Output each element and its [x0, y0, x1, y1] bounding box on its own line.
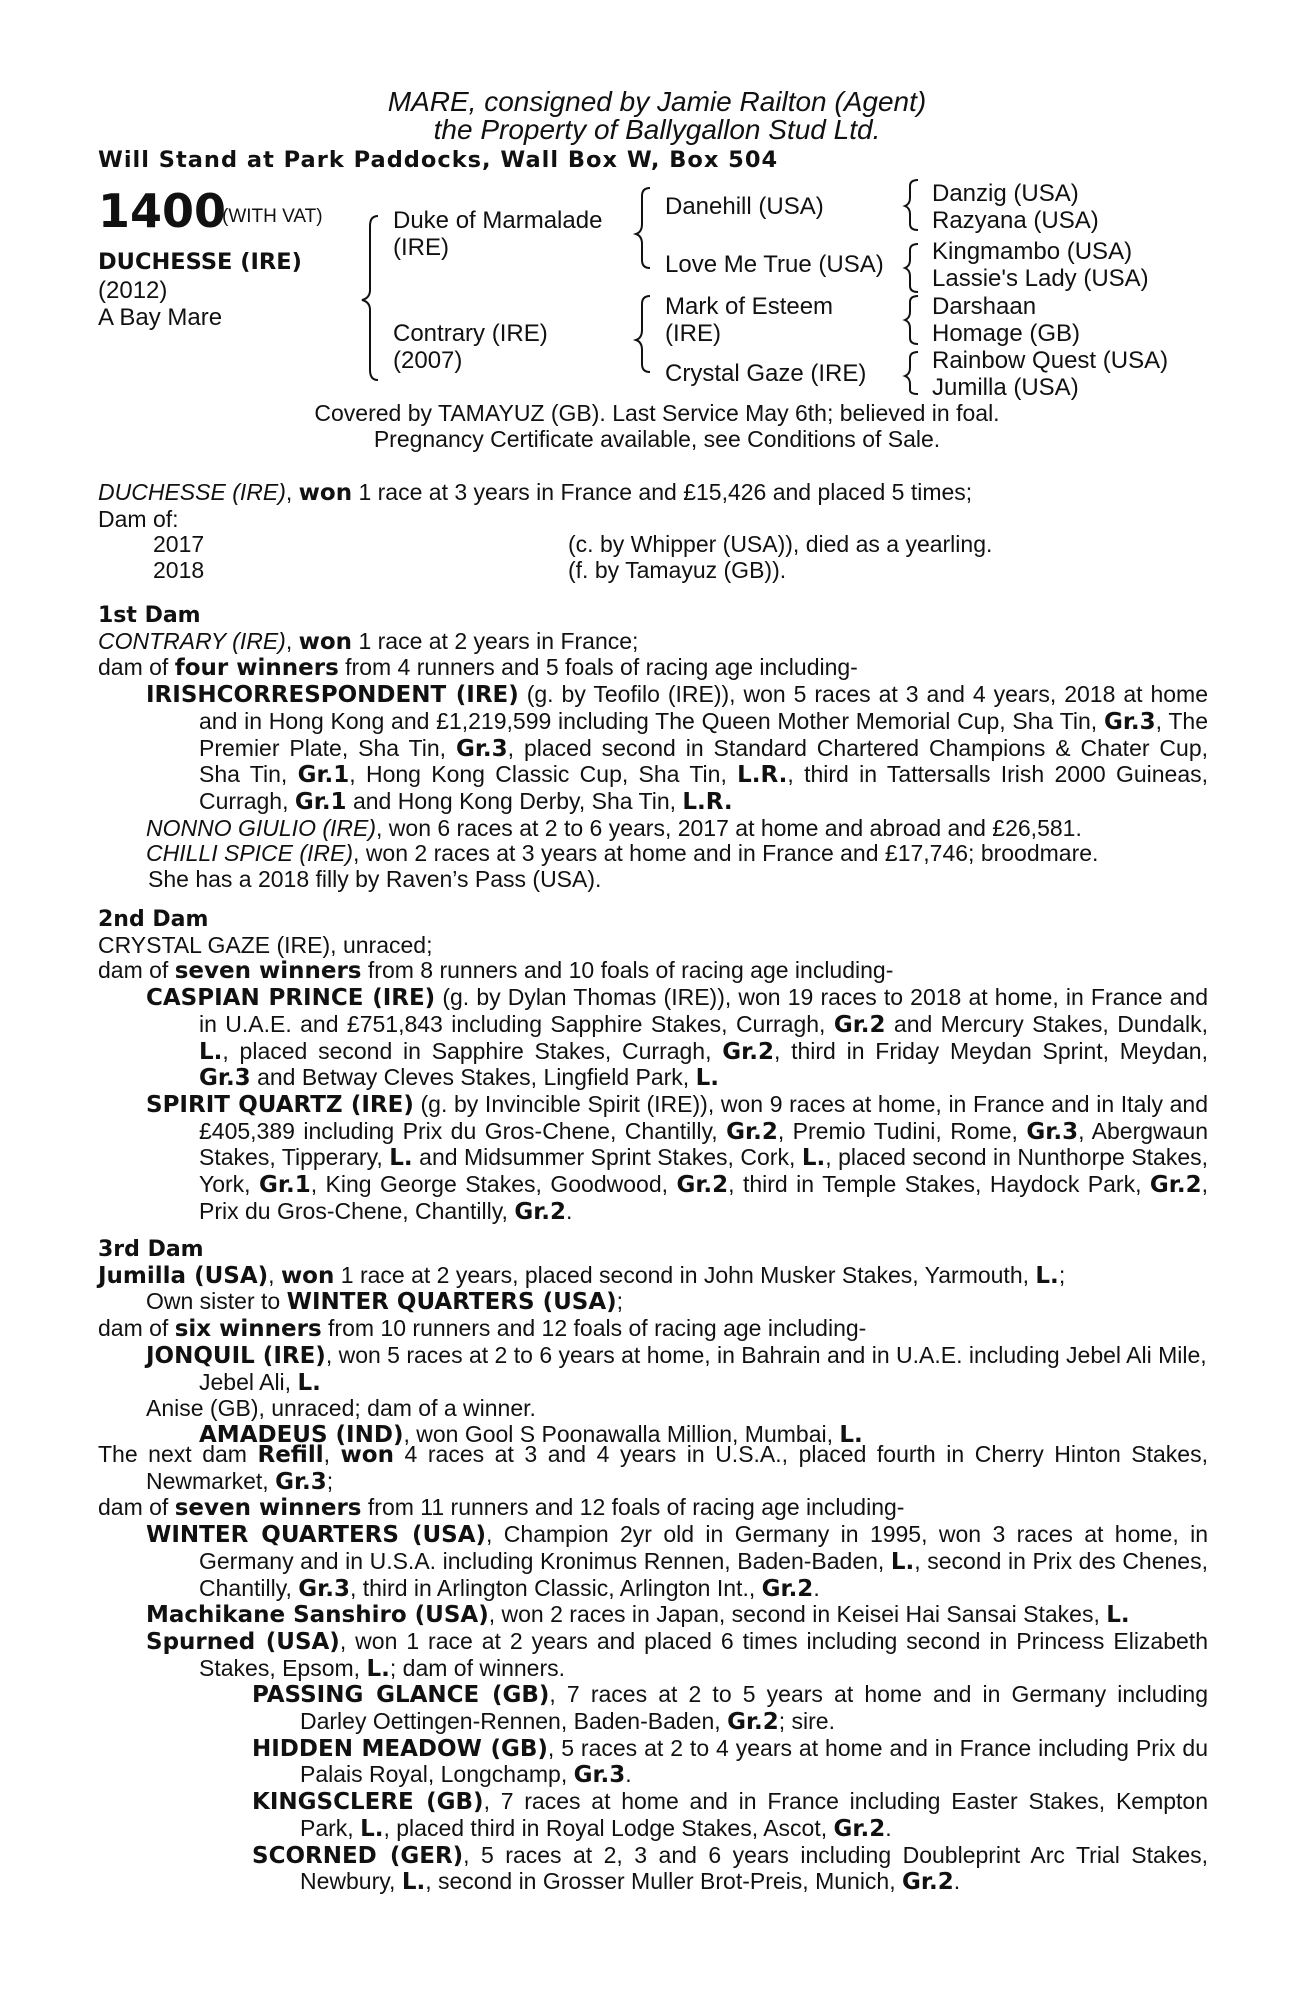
grade: L.: [801, 1145, 826, 1172]
progeny-text: , won Gool S Poonawalla Million, Mumbai,: [403, 1420, 834, 1447]
progeny-entry: [98, 816, 1208, 842]
progeny-name: SCORNED (GER): [252, 1842, 464, 1869]
grade: L.: [389, 1145, 413, 1172]
grade: L.: [297, 1369, 321, 1396]
third-dam-heading: 3rd Dam: [98, 1237, 204, 1262]
grade: Gr.2: [722, 1038, 774, 1065]
intro-name: DUCHESSE (IRE): [98, 479, 286, 505]
progeny-text: , Prix du Gros-Chene, Chantilly,: [199, 1171, 1208, 1224]
grand-progeny-entry: [98, 1682, 1208, 1735]
progeny-name: HIDDEN MEADOW (GB): [252, 1735, 548, 1762]
progeny-text: , 7 races at home and in France including Easter Stakes, Kempton Park,: [300, 1788, 1208, 1841]
progeny-name: WINTER QUARTERS (USA): [146, 1522, 487, 1549]
sds: Kingmambo (USA): [932, 238, 1133, 265]
consignor-line: MARE, consigned by Jamie Railton (Agent): [387, 86, 927, 117]
progeny-text: , won 6 races at 2 to 6 years, 2017 at home and abroad and £26,581.: [376, 814, 1082, 841]
dam-of-text: dam of: [98, 1494, 169, 1521]
dss: Darshaan: [932, 293, 1037, 320]
progeny-text: and Betway Cleves Stakes, Lingfield Park,: [257, 1064, 690, 1091]
first-dam-name: CONTRARY (IRE): [98, 627, 286, 654]
next-dam-block: The next dam Refill, won 4 races at 3 and 4 years in U.S.A., placed fourth in Cherry Hinton Stakes, Newmarket, Gr.3; dam of seven winners from 11 runners and 12 foals of racing age including- WINTER QUARTERS (USA), Champion 2yr old in Germany in 1995, won 3 races at home, in Germany and in U.S.A. including Kronimus Rennen, Baden-Baden, L., second in Prix des Chenes, Chantilly, Gr.3, third in Arlington Classic, Arlington Int., Gr.2. Machikane Sanshiro (USA), won 2 races in Japan, second in Keisei Hai Sansai Stakes, L. Spurned (USA), won 1 race at 2 years and placed 6 times including second in Princess Elizabeth Stakes, Epsom, L.; dam of winners. PASSING GLANCE (GB), 7 races at 2 to 5 years at home and in Germany including Darley Oettingen-Rennen, Baden-Baden, Gr.2; sire. HIDDEN MEADOW (GB), 5 races at 2 to 4 years at home and in France including Prix du Palais Royal, Longchamp, Gr.3. KINGSCLERE (GB), 7 races at home and in France including Easter Stakes, Kempton Park, L., placed third in Royal Lodge Stakes, Ascot, Gr.2. SCORNED (GER), 5 races at 2, 3 and 6 years including Doubleprint Arc Trial Stakes, Newbury, L., second in Grosser Muller Brot-Preis, Munich, Gr.2.: [98, 1441, 1209, 1896]
progeny-entry: [98, 1629, 1208, 1682]
second-dam-heading: 2nd Dam: [98, 907, 209, 932]
progeny-text: , placed third in Royal Lodge Stakes, Ascot,: [383, 1814, 828, 1841]
progeny-text: , Champion 2yr old in Germany in 1995, won 3 races at home, in Germany and in U.S.A. including Kronimus Rennen, Baden-Baden,: [199, 1521, 1208, 1574]
progeny-name: IRISHCORRESPONDENT (IRE): [146, 682, 519, 709]
progeny-text: , third in Arlington Classic, Arlington Int.,: [349, 1574, 756, 1601]
progeny-text: , Hong Kong Classic Cup, Sha Tin,: [349, 761, 727, 788]
progeny-name: PASSING GLANCE (GB): [252, 1682, 550, 1709]
progeny-text: , 7 races at 2 to 5 years at home and in Germany including Darley Oettingen-Rennen, Baden-Baden,: [300, 1681, 1209, 1735]
progeny-text: ; sire.: [778, 1708, 835, 1735]
winners-count: six winners: [174, 1316, 322, 1343]
grade: Gr.2: [902, 1869, 954, 1896]
progeny-text: , 5 races at 2, 3 and 6 years including Doubleprint Arc Trial Stakes, Newbury,: [300, 1841, 1209, 1895]
progeny-name: CASPIAN PRINCE (IRE): [146, 985, 436, 1012]
grade: Gr.2: [833, 1815, 886, 1842]
progeny-text: (g. by Teofilo (IRE)), won 5 races at 3 and 4 years, 2018 at home and in Hong Kong and £1,219,599 including The Queen Mother Memorial Cup, Sha Tin,: [199, 681, 1208, 734]
grade: Gr.2: [833, 1011, 886, 1038]
sire-country: (IRE): [393, 234, 449, 261]
progeny-text: , won 5 races at 2 to 6 years at home, in Bahrain and in U.A.E. including Jebel Ali Mile, Jebel Ali,: [199, 1341, 1207, 1395]
dam-of-text: dam of: [98, 654, 169, 681]
runners-text: from 8 runners and 10 foals of racing age including-: [367, 957, 894, 984]
vat-note: (WITH VAT): [222, 206, 323, 227]
progeny-text: , placed second in Sapphire Stakes, Curragh,: [222, 1037, 712, 1064]
grade: L.: [890, 1548, 915, 1575]
grade: Gr.1: [259, 1172, 311, 1199]
runners-text: from 4 runners and 5 foals of racing age including-: [345, 654, 858, 681]
progeny-text: , third in Tattersalls Irish 2000 Guineas, Curragh,: [199, 761, 1209, 814]
ddd: Jumilla (USA): [932, 374, 1079, 401]
runners-text: from 10 runners and 12 foals of racing age including-: [328, 1315, 867, 1342]
grade: Gr.3: [573, 1762, 626, 1789]
produce-detail: (f. by Tamayuz (GB)).: [568, 557, 787, 584]
dam-sire: Mark of Esteem: [665, 293, 834, 320]
progeny-text: , Abergwaun Stakes, Tipperary,: [199, 1117, 1209, 1171]
progeny-entry: [98, 1602, 1208, 1629]
grade: Gr.3: [455, 735, 508, 762]
dds: Rainbow Quest (USA): [932, 347, 1169, 374]
progeny-entry: WINTER QUARTERS (USA), Champion 2yr old in Germany in 1995, won 3 races at home, in Germany and in U.S.A. including Kronimus Rennen, Baden-Baden, L., second in Prix des Chenes, Chantilly, Gr.3, third in Arlington Classic, Arlington Int., Gr.2.: [146, 1521, 1208, 1602]
produce-year: 2017: [153, 531, 205, 558]
progeny-name: KINGSCLERE (GB): [252, 1789, 484, 1816]
winners-count: four winners: [174, 655, 339, 682]
progeny-name: NONNO GIULIO (IRE): [146, 814, 377, 841]
next-dam-record: 4 races at 3 and 4 years in U.S.A., placed fourth in Cherry Hinton Stakes, Newmarket,: [146, 1441, 1208, 1494]
sister-text: Own sister to: [146, 1288, 281, 1315]
second-dam-name: CRYSTAL GAZE (IRE), unraced;: [98, 931, 433, 958]
grade: Gr.2: [514, 1198, 566, 1225]
produce-detail: (c. by Whipper (USA)), died as a yearling.: [568, 531, 993, 558]
grade: L.: [199, 1038, 223, 1065]
dsd: Homage (GB): [932, 320, 1081, 347]
grade: Gr.2: [761, 1575, 814, 1602]
grade: Gr.1: [294, 788, 347, 815]
progeny-entry: [98, 1343, 1208, 1396]
grade: Gr.2: [1149, 1172, 1202, 1199]
grand-progeny-entry: HIDDEN MEADOW (GB), 5 races at 2 to 4 years at home and in France including Prix du Palais Royal, Longchamp, Gr.3.: [252, 1734, 1208, 1789]
progeny-entry: Anise (GB), unraced; dam of a winner.: [146, 1395, 536, 1422]
progeny-text: , second in Grosser Muller Brot-Preis, Munich,: [425, 1868, 896, 1895]
lot-number: 1400: [98, 184, 227, 238]
progeny-text: (g. by Dylan Thomas (IRE)), won 19 races to 2018 at home, in France and in U.A.E. and £751,843 including Sapphire Stakes, Curragh,: [199, 984, 1209, 1037]
first-dam-record: 1 race at 2 years in France;: [358, 627, 639, 654]
progeny-text: , won 2 races at 3 years at home and in France and £17,746; broodmare.: [353, 840, 1099, 867]
runners-text: from 11 runners and 12 foals of racing age including-: [367, 1494, 905, 1521]
dam-name: Contrary (IRE): [393, 320, 548, 347]
progeny-text: , placed second in Nunthorpe Stakes, York,: [199, 1144, 1209, 1198]
progeny-text: , placed second in Standard Chartered Champions & Chater Cup, Sha Tin,: [199, 734, 1209, 788]
intro-block: DUCHESSE (IRE), won 1 race at 3 years in France and £15,426 and placed 5 times; Dam of: 2017 (c. by Whipper (USA)), died as a yearling. 2018 (f. by Tamayuz (GB)).: [98, 480, 1208, 584]
grade: L.: [366, 1655, 390, 1682]
progeny-text: , Premio Tudini, Rome,: [777, 1117, 1018, 1144]
dam-year: (2007): [393, 347, 463, 374]
grade: Gr.3: [1103, 708, 1156, 735]
property-line: the Property of Ballygallon Stud Ltd.: [433, 114, 881, 145]
progeny-text: , King George Stakes, Goodwood,: [310, 1171, 668, 1198]
winners-count: seven winners: [174, 1495, 362, 1522]
progeny-entry: [98, 682, 1208, 816]
progeny-text: and Hong Kong Derby, Sha Tin,: [352, 787, 677, 814]
progeny-text: , second in Prix des Chenes, Chantilly,: [199, 1547, 1208, 1601]
progeny-note: She has a 2018 filly by Raven’s Pass (USA).: [148, 866, 602, 893]
grade: L.: [695, 1065, 719, 1092]
grade: L.: [360, 1815, 384, 1842]
horse-desc: A Bay Mare: [98, 304, 223, 331]
horse-year: (2012): [98, 277, 168, 304]
progeny-text: ; dam of winners.: [389, 1654, 566, 1681]
progeny-name: Machikane Sanshiro (USA): [146, 1602, 489, 1629]
grade: L.: [839, 1421, 863, 1448]
dam-dam: Crystal Gaze (IRE): [665, 360, 867, 387]
grade: Gr.3: [275, 1468, 327, 1495]
progeny-name: Spurned (USA): [146, 1628, 340, 1655]
sire-sire: Danehill (USA): [665, 193, 824, 220]
grade: L.: [1035, 1262, 1059, 1289]
progeny-name: CHILLI SPICE (IRE): [146, 840, 354, 867]
grand-progeny-entry: KINGSCLERE (GB), 7 races at home and in France including Easter Stakes, Kempton Park, L., placed third in Royal Lodge Stakes, Ascot, Gr.2.: [252, 1788, 1208, 1842]
horse-name: DUCHESSE (IRE): [98, 249, 302, 275]
sss: Danzig (USA): [932, 180, 1079, 207]
sire-name: Duke of Marmalade: [393, 207, 603, 234]
pedigree-braces: [0, 0, 1314, 400]
progeny-text: , The Premier Plate, Sha Tin,: [199, 707, 1209, 761]
progeny-text: , won 2 races in Japan, second in Keisei Hai Sansai Stakes,: [488, 1601, 1100, 1628]
dam-of-label: Dam of:: [98, 505, 179, 532]
progeny-text: (g. by Invincible Spirit (IRE)), won 9 races at home, in France and in Italy and £405,389 including Prix du Gros-Chene, Chantilly,: [199, 1090, 1208, 1144]
produce-year: 2018: [153, 557, 205, 584]
grade: Gr.2: [727, 1709, 779, 1736]
progeny-text: , 5 races at 2 to 4 years at home and in France including Prix du Palais Royal, Longchamp,: [300, 1734, 1208, 1788]
intro-won: won: [298, 480, 353, 506]
winners-count: seven winners: [174, 958, 362, 985]
third-dam-name: Jumilla (USA): [98, 1262, 269, 1289]
grade: L.: [1106, 1602, 1130, 1629]
progeny-text: , won 1 race at 2 years and placed 6 times including second in Princess Elizabeth Stakes, Epsom,: [199, 1627, 1208, 1681]
ssd: Razyana (USA): [932, 207, 1099, 234]
produce-row: [98, 558, 1208, 584]
sister-name: WINTER QUARTERS (USA): [286, 1289, 617, 1316]
progeny-entry: SPIRIT QUARTZ (IRE) (g. by Invincible Spirit (IRE)), won 9 races at home, in France and in Italy and £405,389 including Prix du Gros-Chene, Chantilly, Gr.2, Premio Tudini, Rome, Gr.3, Abergwaun Stakes, Tipperary, L. and Midsummer Sprint Stakes, Cork, L., placed second in Nunthorpe Stakes, York, Gr.1, King George Stakes, Goodwood, Gr.2, third in Temple Stakes, Haydock Park, Gr.2, Prix du Gros-Chene, Chantilly, Gr.2.: [146, 1090, 1209, 1225]
intro-rest: 1 race at 3 years in France and £15,426 and placed 5 times;: [358, 479, 973, 505]
third-dam-record: 1 race at 2 years, placed second in John Musker Stakes, Yarmouth,: [340, 1261, 1030, 1288]
progeny-name: SPIRIT QUARTZ (IRE): [146, 1091, 414, 1118]
grade: Gr.1: [297, 762, 350, 789]
progeny-text: , third in Temple Stakes, Haydock Park,: [728, 1171, 1142, 1198]
won-label: won: [298, 628, 353, 655]
dam-of-text: dam of: [98, 1315, 169, 1342]
grade: Gr.3: [1026, 1118, 1079, 1145]
dam-of-text: dam of: [98, 957, 169, 984]
grade: L.R.: [737, 762, 788, 789]
produce-row: [98, 532, 1208, 558]
grade: L.R.: [682, 788, 733, 815]
grade: Gr.3: [298, 1575, 350, 1602]
next-dam-label: The next dam: [98, 1441, 247, 1467]
won-label: won: [280, 1262, 335, 1289]
third-dam-block: 3rd Dam Jumilla (USA), won 1 race at 2 years, placed second in John Musker Stakes, Yarmouth, L.; Own sister to WINTER QUARTERS (USA); dam of six winners from 10 runners and 12 foals of racing age including- JONQUIL (IRE), won 5 races at 2 to 6 years at home, in Bahrain and in U.A.E. including Jebel Ali Mile, Jebel Ali, L. Anise (GB), unraced; dam of a winner. AMADEUS (IND), won Gool S Poonawalla Million, Mumbai, L.: [98, 1237, 1207, 1448]
second-dam-block: [98, 907, 1208, 1225]
progeny-text: , third in Friday Meydan Sprint, Meydan,: [773, 1037, 1208, 1064]
grade: Gr.3: [199, 1065, 251, 1092]
progeny-text: and Midsummer Sprint Stakes, Cork,: [419, 1144, 796, 1171]
next-dam-name: Refill: [257, 1442, 324, 1468]
first-dam-heading: 1st Dam: [98, 603, 201, 628]
stand-line: Will Stand at Park Paddocks, Wall Box W, Box 504: [98, 147, 779, 173]
progeny-entry: [98, 985, 1208, 1092]
won-label: won: [340, 1442, 394, 1468]
progeny-text: and Mercury Stakes, Dundalk,: [893, 1010, 1208, 1037]
grade: L.: [401, 1869, 426, 1896]
covered-line: Covered by TAMAYUZ (GB). Last Service May 6th; believed in foal.: [314, 400, 1000, 426]
progeny-entry: [98, 841, 1208, 867]
grand-progeny-entry: SCORNED (GER), 5 races at 2, 3 and 6 years including Doubleprint Arc Trial Stakes, Newbury, L., second in Grosser Muller Brot-Preis, Munich, Gr.2.: [252, 1841, 1209, 1896]
sdd: Lassie's Lady (USA): [932, 265, 1149, 292]
progeny-name: JONQUIL (IRE): [146, 1342, 326, 1369]
sire-dam: Love Me True (USA): [665, 251, 884, 278]
pregnancy-line: Pregnancy Certificate available, see Conditions of Sale.: [373, 426, 941, 452]
grade: Gr.2: [726, 1118, 778, 1145]
progeny-name: AMADEUS (IND): [199, 1421, 404, 1448]
dam-sire-country: (IRE): [665, 320, 721, 347]
grade: Gr.2: [676, 1172, 729, 1199]
first-dam-block: 1st Dam CONTRARY (IRE), won 1 race at 2 years in France; dam of four winners from 4 runners and 5 foals of racing age including- IRISHCORRESPONDENT (IRE) (g. by Teofilo (IRE)), won 5 races at 3 and 4 years, 2018 at home and in Hong Kong and £1,219,599 including The Queen Mother Memorial Cup, Sha Tin, Gr.3, The Premier Plate, Sha Tin, Gr.3, placed second in Standard Chartered Champions & Chater Cup, Sha Tin, Gr.1, Hong Kong Classic Cup, Sha Tin, L.R., third in Tattersalls Irish 2000 Guineas, Curragh, Gr.1 and Hong Kong Derby, Sha Tin, L.R. NONNO GIULIO (IRE), won 6 races at 2 to 6 years, 2017 at home and abroad and £26,581. CHILLI SPICE (IRE), won 2 races at 3 years at home and in France and £17,746; broodmare. She has a 2018 filly by Raven’s Pass (USA).: [98, 603, 1209, 893]
